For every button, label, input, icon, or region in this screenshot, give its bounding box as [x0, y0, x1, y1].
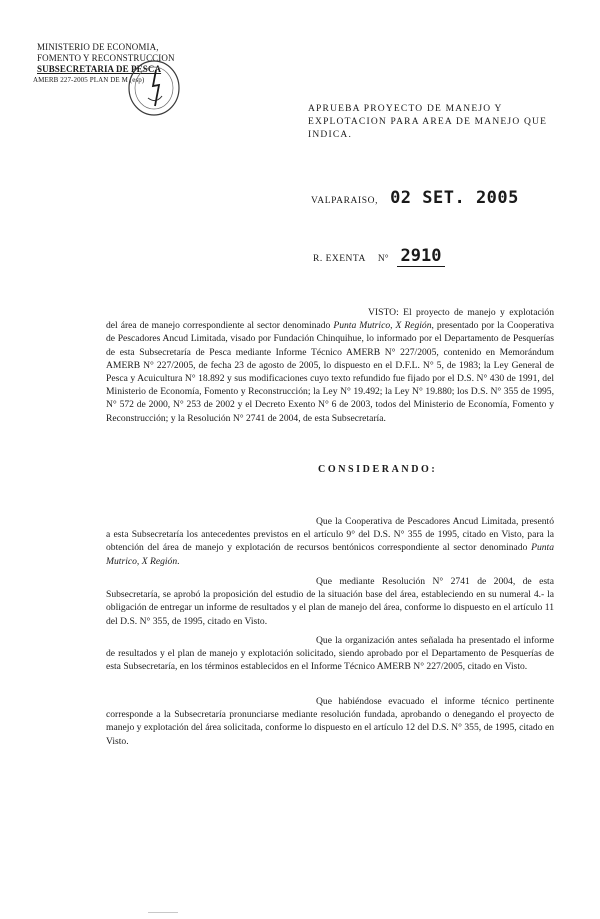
- place-date-line: [311, 188, 519, 208]
- considerando-1-text: Que la Cooperativa de Pescadores Ancud Limitada, presentó a esta Subsecretaría los antecedentes previstos en el artículo 9° del D.S. N° 355 de 1995, citado en Visto, para la obtención del área de manejo y explotación de recursos bentónicos correspondiente al sector denominado: [106, 516, 554, 554]
- considerando-paragraph-1: [106, 515, 554, 568]
- considerando-paragraph-4: [106, 695, 554, 748]
- letterhead-ministry-line2: FOMENTO Y RECONSTRUCCION: [37, 53, 175, 63]
- letterhead-ministry: MINISTERIO DE ECONOMIA,: [37, 42, 159, 52]
- title-line-3: INDICA.: [308, 130, 353, 140]
- title-line-1: APRUEBA PROYECTO DE MANEJO Y: [308, 104, 503, 114]
- visto-text-2: , presentado por la Cooperativa de Pescadores Ancud Limitada, visado por Fundación Chinquihue, lo informado por el Departamento de Pesquerías de esta Subsecretaría de Pesca mediante Informe Técnico AMERB N° 227/2005, contenido en Memorándum AMERB N° 227/2005, de fecha 23 de agosto de 2005, lo dispuesto en el D.F.L. N° 5, de 1983; la Ley General de Pesca y Acuicultura N° 18.892 y sus modificaciones cuyo texto refundido fue fijado por el D.S. N° 430 de 1991, del Ministerio de Economía, Fomento y Reconstrucción; la Ley N° 19.492; la Ley N° 19.880; los D.S. N° 355 de 1995, N° 572 de 2000, N° 253 de 2002 y el Decreto Exento N° 6 de 2003, todos del Ministerio de Economía, Fomento y Reconstrucción; y la Resolución N° 2741 de 2004, de esta Subsecretaría.: [106, 320, 554, 424]
- title-line-2: EXPLOTACION PARA AREA DE MANEJO QUE: [308, 117, 548, 127]
- considerando-2-text: Que mediante Resolución N° 2741 de 2004, de esta Subsecretaría, se aprobó la proposición del estudio de la situación base del área, estableciendo en su numeral 4.- la obligación de entregar un informe de resultados y el plan de manejo del área, conforme lo dispuesto en el artículo 11 del D.S. N° 355, de 1995, citado en Visto.: [106, 576, 554, 627]
- resolution-label: R. EXENTA: [313, 254, 366, 264]
- considerando-3-text: Que la organización antes señalada ha presentado el informe de resultados y el plan de manejo y explotación solicitado, siendo aprobado por el Departamento de Pesquerías de esta Subsecretaría, en los términos establecidos en el Informe Técnico AMERB N° 227/2005, citado en Visto.: [106, 635, 554, 673]
- considerando-1-end: .: [177, 555, 180, 567]
- visto-sector: Punta Mutrico, X Región: [333, 320, 432, 332]
- place-label: VALPARAISO,: [311, 196, 379, 206]
- considerando-1-sector: Punta Mutrico, X Región: [106, 542, 554, 567]
- letterhead-subsecretaria: SUBSECRETARIA DE PESCA: [37, 64, 162, 74]
- visto-paragraph: [106, 306, 554, 425]
- considerando-4-text: Que habiéndose evacuado el informe técnico pertinente corresponde a la Subsecretaría pronunciarse mediante resolución fundada, aprobando o denegando el proyecto de manejo y explotación del área solicitada, conforme lo dispuesto en el artículo 12 del D.S. N° 355, de 1995, citado en Visto.: [106, 696, 554, 747]
- visto-text-1: El proyecto de manejo y explotación del área de manejo correspondiente al sector denominado: [106, 307, 554, 332]
- visto-lead: VISTO:: [368, 307, 399, 318]
- official-seal-stamp: [126, 58, 182, 118]
- considerando-paragraph-2: [106, 575, 554, 628]
- date-stamp: 02 SET. 2005: [390, 188, 519, 208]
- scan-artifact-line: [148, 912, 178, 913]
- letterhead-reference: AMERB 227-2005 PLAN DE M (esp): [33, 76, 145, 84]
- considerando-paragraph-3: [106, 634, 554, 674]
- resolution-title: [308, 103, 568, 142]
- resolution-number: 2910: [397, 246, 446, 267]
- considerando-heading: CONSIDERANDO:: [318, 464, 438, 475]
- resolution-number-line: [313, 246, 445, 266]
- number-label: N°: [377, 254, 389, 264]
